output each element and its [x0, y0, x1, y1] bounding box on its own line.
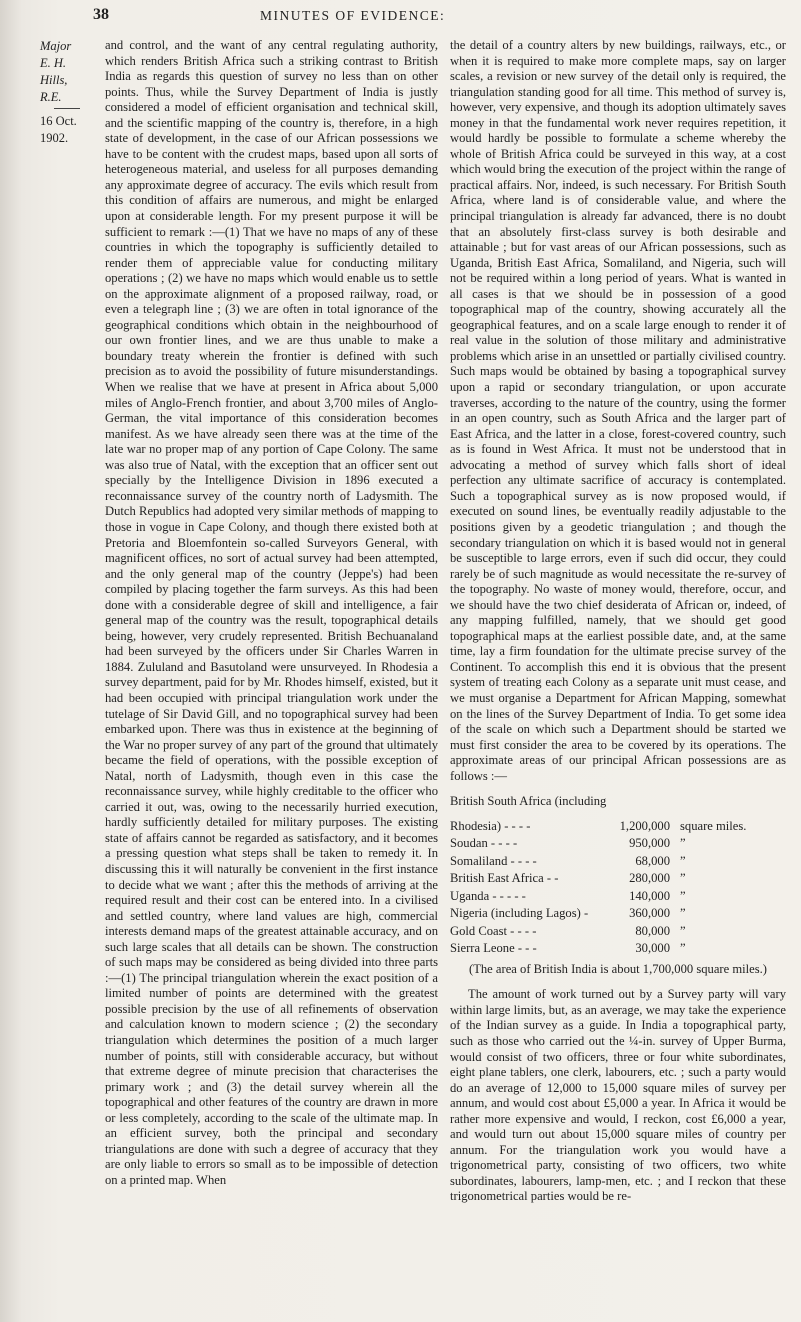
right-paragraph-1: the detail of a country alters by new buildings, railways, etc., or when it is required to make more complete maps, say on larger scales, a revision or new survey of the detail only is required, the triangulation standing good for all time. This method of survey is, however, very expensive, and though its adoption ultimately saves money in that the fundamental work never requires repetition, it would hardly be possible to formulate a scheme whereby the whole of British Africa could be surveyed in this way, at a cost which would bring the execution of the project within the range of practical affairs. Nor, indeed, is such necessary. For British South Africa, where land is of considerable value, and where the principal triangulation is already far advanced, there is no doubt that an absolutely first-class survey is both desirable and attainable ; but for vast areas of our African possessions, such as Uganda, British East Africa, Somaliland, and Nigeria, such will not be required within a long period of years. What is wanted in all cases is that we should be in possession of a good topographical map of the country, showing accurately all the geographical features, and on a scale large enough to render it of real value in the solution of those military and administrative problems which arise in an unsettled or partially civilised country. Such maps would be obtained by basing a topographical survey upon a rapid or secondary triangulation, or upon accurate traverses, according to the nature of the country, using the former in an open country, such as South Africa and the larger part of East Africa, and the latter in a close, forest-covered country, such as is found in West Africa. It must not be understood that in advocating a method of survey which falls short of ideal perfection any ultimate sacrifice of accuracy is contemplated. Such a topographical survey as is now proposed would, if executed on sound lines, be eventually readily adjustable to the positions given by a geodetic triangulation ; and though the secondary triangulation on which it is based would not in general be susceptible to large errors, even if such did occur, they could rarely be of such magnitude as would necessitate the re-survey of the topography. No waste of money would, therefore, occur, and we should have the two chief desiderata of African or, indeed, of any mapping fulfilled, namely, that we should get good topographical maps at the earliest possible date, and, at the same time, lay a firm foundation for the ultimate precise survey of the Continent. To accomplish this end it is obvious that the present system of treating each Colony as a separate unit must cease, and we must organise a Department for African Mapping, somewhat on the lines of the Survey Department of India. To get some idea of the scale on which such a Department should be started we must first consider the area to be covered by its operations. The approximate areas of our principal African possessions are as follows :—: [450, 38, 786, 783]
area-unit: square miles.: [680, 818, 747, 833]
areas-row: [450, 853, 786, 871]
witness-name: E. H. Hills,: [40, 56, 68, 87]
areas-table: [450, 818, 786, 958]
witness-date: 16 Oct. 1902.: [40, 114, 77, 145]
areas-note: (The area of British India is about 1,700,000 square miles.): [469, 961, 767, 976]
running-head: MINUTES OF EVIDENCE:: [260, 8, 446, 23]
area-value: 80,000: [635, 923, 670, 938]
area-value: 140,000: [629, 888, 670, 903]
areas-row: [450, 923, 786, 941]
area-unit: ”: [680, 853, 686, 868]
area-name: Gold Coast - - - -: [450, 923, 537, 938]
areas-row: [450, 940, 786, 958]
area-value: 1,200,000: [619, 818, 670, 833]
area-name: Sierra Leone - - -: [450, 941, 537, 956]
areas-row: [450, 870, 786, 888]
area-name: Nigeria (including Lagos) -: [450, 906, 589, 921]
area-unit: ”: [680, 888, 686, 903]
area-unit: ”: [680, 941, 686, 956]
area-value: 30,000: [635, 941, 670, 956]
page-number: 38: [93, 6, 109, 23]
area-unit: ”: [680, 906, 686, 921]
left-paragraph: and control, and the want of any central regulating authority, which renders British Africa such a striking contrast to British India as regards this question of survey no less than on other points. Thus, while the Survey Department of India is justly considered a model of efficient organisation and technical skill, and the scientific mapping of the country is, therefore, in a high state of development, in the case of our African possessions we have to be content with the crudest maps, based upon all sorts of heterogeneous material, and useless for all purposes demanding any approximate degree of accuracy. The evils which result from this condition of affairs are numerous, and might be enlarged upon at considerable length. For my present purpose it will be sufficient to remark :—(1) That we have no maps of any of these countries in which the topography is sufficiently detailed to render them of appreciable value for conducting military operations ; (2) we have no maps which would enable us to settle on the approximate alignment of a proposed railway, road, or even a telegraph line ; (3) we are often in total ignorance of the geographical conditions which obtain in the neighbourhood of our own frontier lines, and we are thus unable to make a boundary treaty wherein the frontier is defined with such precision as to avoid the possibility of future misunderstandings. When we realise that we have at present in Africa about 5,000 miles of Anglo-French frontier, and about 3,700 miles of Anglo-German, the vital importance of this consideration becomes manifest. As we have already seen there was at the time of the late war no proper map of any portion of Cape Colony. The same was also true of Natal, with the exception that an officer sent out specially by the Intelligence Division in 1896 executed a reconnaissance survey of the country north of Ladysmith. The Dutch Republics had adopted very similar methods of mapping to those in vogue in Cape Colony, and though there existed both at Pretoria and Bloemfontein so-called Surveyors General, with magnificent offices, no sort of actual survey had been attempted, and the only general map of the country (Jeppe's) had been compiled by placing together the farm surveys. As this had been done with a considerable degree of skill and intelligence, a fair general map of the country was the result, topographical details being, however, very crudely represented. British Bechuanaland had been surveyed by the officers under Sir Charles Warren in 1884. Zululand and Basutoland were unsurveyed. In Rhodesia a survey department, paid for by Mr. Rhodes himself, existed, but it had been occupied with principal triangulation work under the tutelage of Sir David Gill, and no topographical survey had been embarked upon. There was thus in existence at the beginning of the War no proper survey of any part of the ground that ultimately became the field of operations, with the possible exception of Natal, north of Ladysmith, though even in this case the reconnaissance survey, while highly creditable to the officer who carried it out, was, owing to the necessarily hurried execution, hardly sufficiently detailed for military purposes. The existing state of affairs cannot be regarded as satisfactory, and it becomes a pressing question what steps shall be taken to remedy it. In discussing this it will naturally be convenient in the first instance to decide what we want ; after this the methods of arriving at the required result and their cost can be entered into. In a civilised and settled country, where land values are high, commercial interests demand maps of the greatest attainable accuracy, and on such large scales that all details can be shown. The construction of such maps may be considered as being divided into three parts :—(1) The principal triangulation wherein the exact position of a limited number of points are determined with the greatest possible precision by the use of all refinements of observation and calculation known to modern science ; (2) the secondary triangulation which determines the position of a much larger number of points, still with considerable accuracy, but without that extreme degree of minute precision that characterises the primary work ; and (3) the detail survey wherein all the topographical and other features of the country are drawn in more or less completely, according to the scale of the ultimate map. In an efficient survey, both the principal and secondary triangulations are done with such a degree of accuracy that they are only liable to errors so small as to be impossible of detection on a printed map. When: [105, 38, 438, 1187]
area-name: British East Africa - -: [450, 871, 559, 886]
witness-margin-note: [40, 38, 96, 147]
witness-title: Major: [40, 39, 72, 53]
margin-divider: [54, 108, 80, 109]
area-value: 280,000: [629, 871, 670, 886]
right-column: [450, 38, 786, 1205]
area-value: 950,000: [629, 836, 670, 851]
page-header: [0, 6, 801, 30]
area-value: 360,000: [629, 906, 670, 921]
areas-row: [450, 835, 786, 853]
area-name: Rhodesia) - - - -: [450, 818, 531, 833]
areas-intro: British South Africa (including: [450, 794, 607, 809]
areas-row: [450, 905, 786, 923]
area-name: Somaliland - - - -: [450, 853, 537, 868]
area-name: Soudan - - - -: [450, 836, 518, 851]
right-paragraph-2: The amount of work turned out by a Survey party will vary within large limits, but, as an average, we may take the experience of the Indian survey as a guide. In India a topographical party, such as those who carried out the ¼-in. survey of Upper Burma, would consist of two officers, three or four white subordinates, eight plane tablers, one clerk, labourers, etc. ; such a party would do an average of 12,000 to 15,000 square miles of survey per annum, and would cost about £5,000 a year. In Africa it would be rather more expensive and would, I reckon, cost £6,000 a year, and would turn out about 15,000 square miles of country per annum. For the triangulation work you would have a trigonometrical party, consisting of two officers, two white subordinates, labourers, lamp-men, etc. ; and I reckon that these trigonometrical parties would be re-: [450, 987, 786, 1204]
areas-row: [450, 888, 786, 906]
area-unit: ”: [680, 836, 686, 851]
witness-rank: R.E.: [40, 90, 62, 104]
area-unit: ”: [680, 923, 686, 938]
area-unit: ”: [680, 871, 686, 886]
area-value: 68,000: [635, 853, 670, 868]
left-column: [105, 38, 438, 1188]
areas-row: [450, 818, 786, 836]
area-name: Uganda - - - - -: [450, 888, 526, 903]
